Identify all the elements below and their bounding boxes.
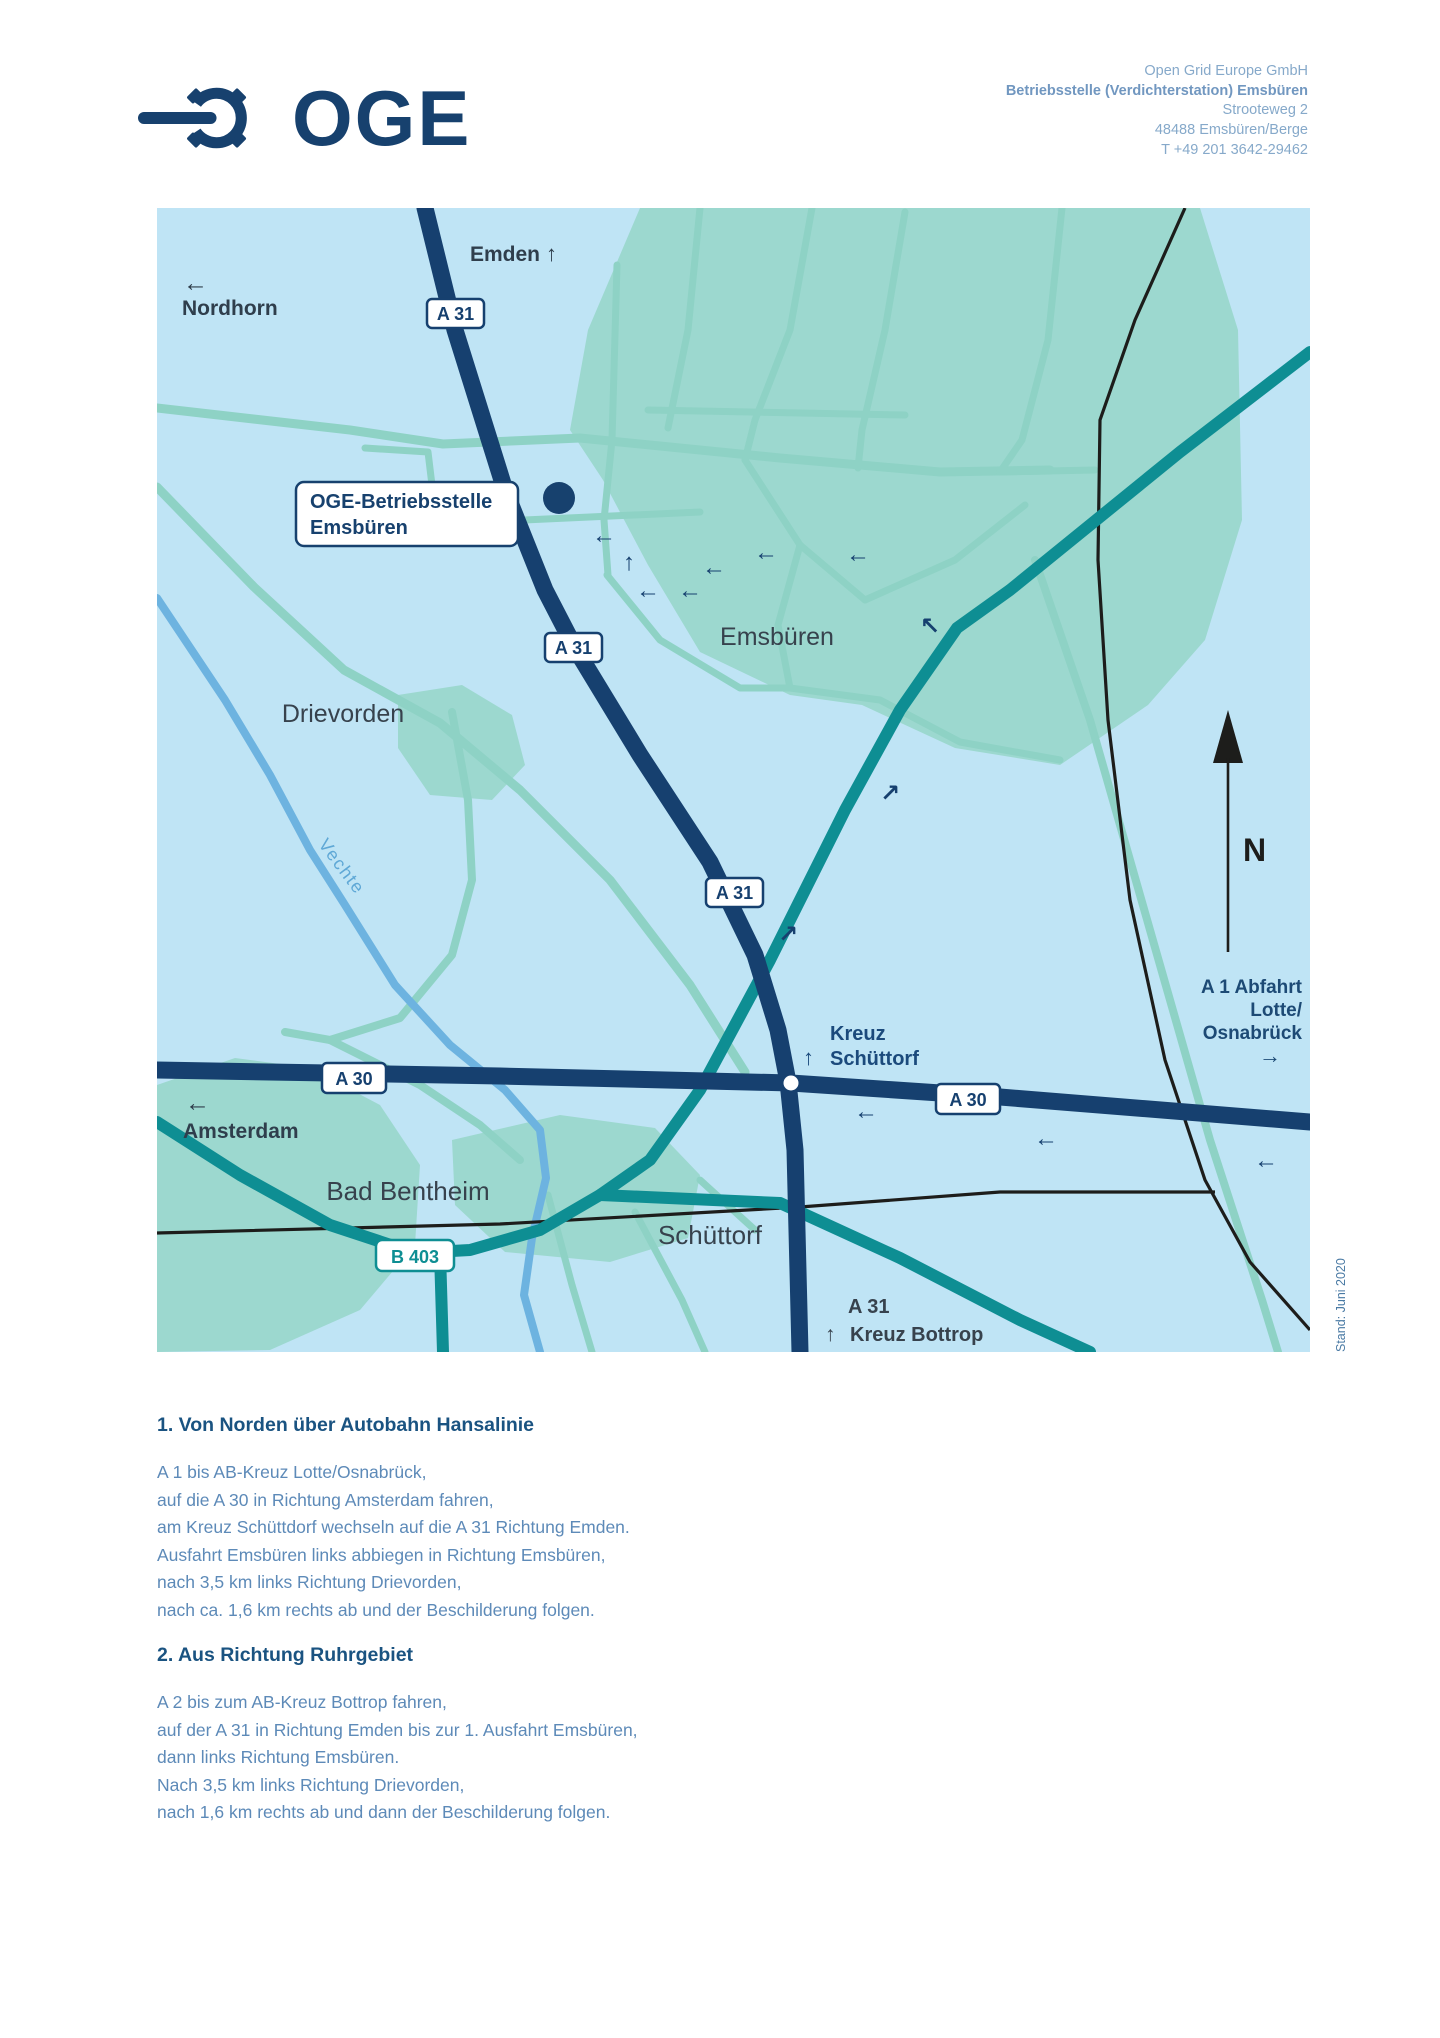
route-arrow-up-right-icon: ↗: [777, 921, 799, 948]
direction-emden: Emden: [470, 243, 541, 266]
arrow-left-amsterdam-icon: ←: [185, 1089, 210, 1117]
direction-line: Nach 3,5 km links Richtung Drievorden,: [157, 1774, 465, 1795]
city-label-bad-bentheim: Bad Bentheim: [326, 1176, 490, 1206]
arrow-right-osnabrueck-icon: →: [1259, 1043, 1281, 1068]
oge-logo-icon: [138, 70, 278, 166]
svg-text:A 30: A 30: [949, 1090, 987, 1110]
svg-text:Schüttorf: Schüttorf: [830, 1048, 919, 1070]
route-arrow-left-icon: ←: [1254, 1147, 1278, 1174]
city-label-emsbueren: Emsbüren: [720, 623, 834, 651]
svg-text:A 31: A 31: [436, 304, 475, 324]
directions-section-2: [157, 1644, 717, 1827]
contact-street: Strooteweg 2: [1222, 102, 1308, 119]
facility-marker-dot: [543, 482, 575, 514]
svg-text:Kreuz Bottrop: Kreuz Bottrop: [850, 1324, 984, 1346]
arrow-up-emden-icon: ↑: [546, 241, 557, 266]
city-label-schuettorf: Schüttorf: [657, 1220, 763, 1250]
facility-label-line2: Emsbüren: [310, 517, 408, 539]
route-arrow-up-icon: ↑: [623, 549, 635, 576]
section-1-title: 1. Von Norden über Autobahn Hansalinie: [157, 1414, 535, 1436]
badge-a31-south: [706, 878, 763, 907]
route-arrow-left-icon: ←: [702, 554, 726, 581]
badge-a31-mid: [545, 633, 602, 662]
route-arrow-up-right-icon: ↗: [879, 780, 901, 807]
junction-kreuz-schuettorf-dot: [784, 1076, 799, 1091]
route-arrow-left-icon: ←: [846, 541, 870, 568]
section-1-body: [157, 1459, 717, 1624]
svg-text:B 403: B 403: [390, 1247, 440, 1267]
direction-line: Ausfahrt Emsbüren links abbiegen in Richtung Emsbüren,: [157, 1544, 606, 1565]
contact-company: Open Grid Europe GmbH: [1144, 63, 1308, 79]
direction-line: A 1 bis AB-Kreuz Lotte/Osnabrück,: [157, 1462, 427, 1482]
direction-line: nach 3,5 km links Richtung Drievorden,: [157, 1572, 462, 1592]
direction-line: auf die A 30 in Richtung Amsterdam fahren,: [157, 1489, 494, 1510]
oge-logo-text: OGE: [292, 74, 472, 162]
section-2-body: [157, 1689, 717, 1827]
badge-a30-east: [936, 1084, 1000, 1114]
map: [157, 208, 1310, 1352]
facility-label-line1: OGE-Betriebsstelle: [310, 491, 493, 513]
section-2-title: 2. Aus Richtung Ruhrgebiet: [157, 1644, 414, 1666]
direction-line: nach ca. 1,6 km rechts ab und der Beschilderung folgen.: [157, 1599, 595, 1620]
river-label: Vechte: [314, 834, 370, 898]
svg-text:Lotte/: Lotte/: [1250, 1000, 1302, 1021]
direction-line: A 2 bis zum AB-Kreuz Bottrop fahren,: [157, 1692, 447, 1712]
contact-block: [1006, 62, 1308, 161]
north-label: N: [1243, 832, 1267, 868]
route-arrow-left-icon: ←: [1034, 1125, 1058, 1152]
arrow-up-kreuz-schuettorf-icon: ↑: [803, 1045, 814, 1070]
route-arrow-left-icon: ←: [592, 522, 616, 549]
map-canvas: [157, 208, 1310, 1352]
direction-line: nach 1,6 km rechts ab und dann der Beschilderung folgen.: [157, 1802, 611, 1822]
badge-a30-west: [322, 1063, 386, 1093]
direction-line: auf der A 31 in Richtung Emden bis zur 1. Ausfahrt Emsbüren,: [157, 1719, 638, 1740]
contact-phone: T +49 201 3642-29462: [1161, 141, 1308, 158]
svg-text:A 31: A 31: [715, 883, 754, 903]
route-arrow-left-icon: ←: [678, 577, 702, 604]
svg-text:Osnabrück: Osnabrück: [1202, 1023, 1302, 1044]
direction-line: am Kreuz Schüttdorf wechseln auf die A 31 Richtung Emden.: [157, 1517, 630, 1537]
route-arrow-left-icon: ←: [636, 577, 660, 604]
svg-text:A 1 Abfahrt: A 1 Abfahrt: [1201, 977, 1302, 998]
route-arrow-left-icon: ←: [754, 539, 778, 566]
contact-site: Betriebsstelle (Verdichterstation) Emsbüren: [1005, 82, 1308, 99]
direction-line: dann links Richtung Emsbüren.: [157, 1747, 400, 1767]
direction-nordhorn: Nordhorn: [182, 297, 278, 320]
arrow-left-nordhorn-icon: ←: [183, 269, 208, 297]
svg-text:Kreuz: Kreuz: [830, 1023, 886, 1045]
badge-a31-north: [427, 299, 484, 328]
directions-section-1: [157, 1414, 717, 1624]
route-arrow-left-icon: ←: [854, 1098, 878, 1125]
city-label-drievorden: Drievorden: [281, 700, 405, 728]
svg-text:A 31: A 31: [848, 1296, 890, 1318]
svg-text:A 31: A 31: [554, 638, 593, 658]
oge-logo: [138, 70, 471, 166]
arrow-up-bottrop-icon: ↑: [825, 1323, 836, 1346]
svg-text:A 30: A 30: [335, 1069, 373, 1089]
direction-amsterdam: Amsterdam: [183, 1120, 299, 1143]
badge-b403: [376, 1240, 454, 1271]
contact-city: 48488 Emsbüren/Berge: [1154, 122, 1308, 139]
map-date-note: Stand: Juni 2020: [1334, 1258, 1348, 1352]
route-arrow-up-left-icon: ↖: [919, 613, 941, 640]
